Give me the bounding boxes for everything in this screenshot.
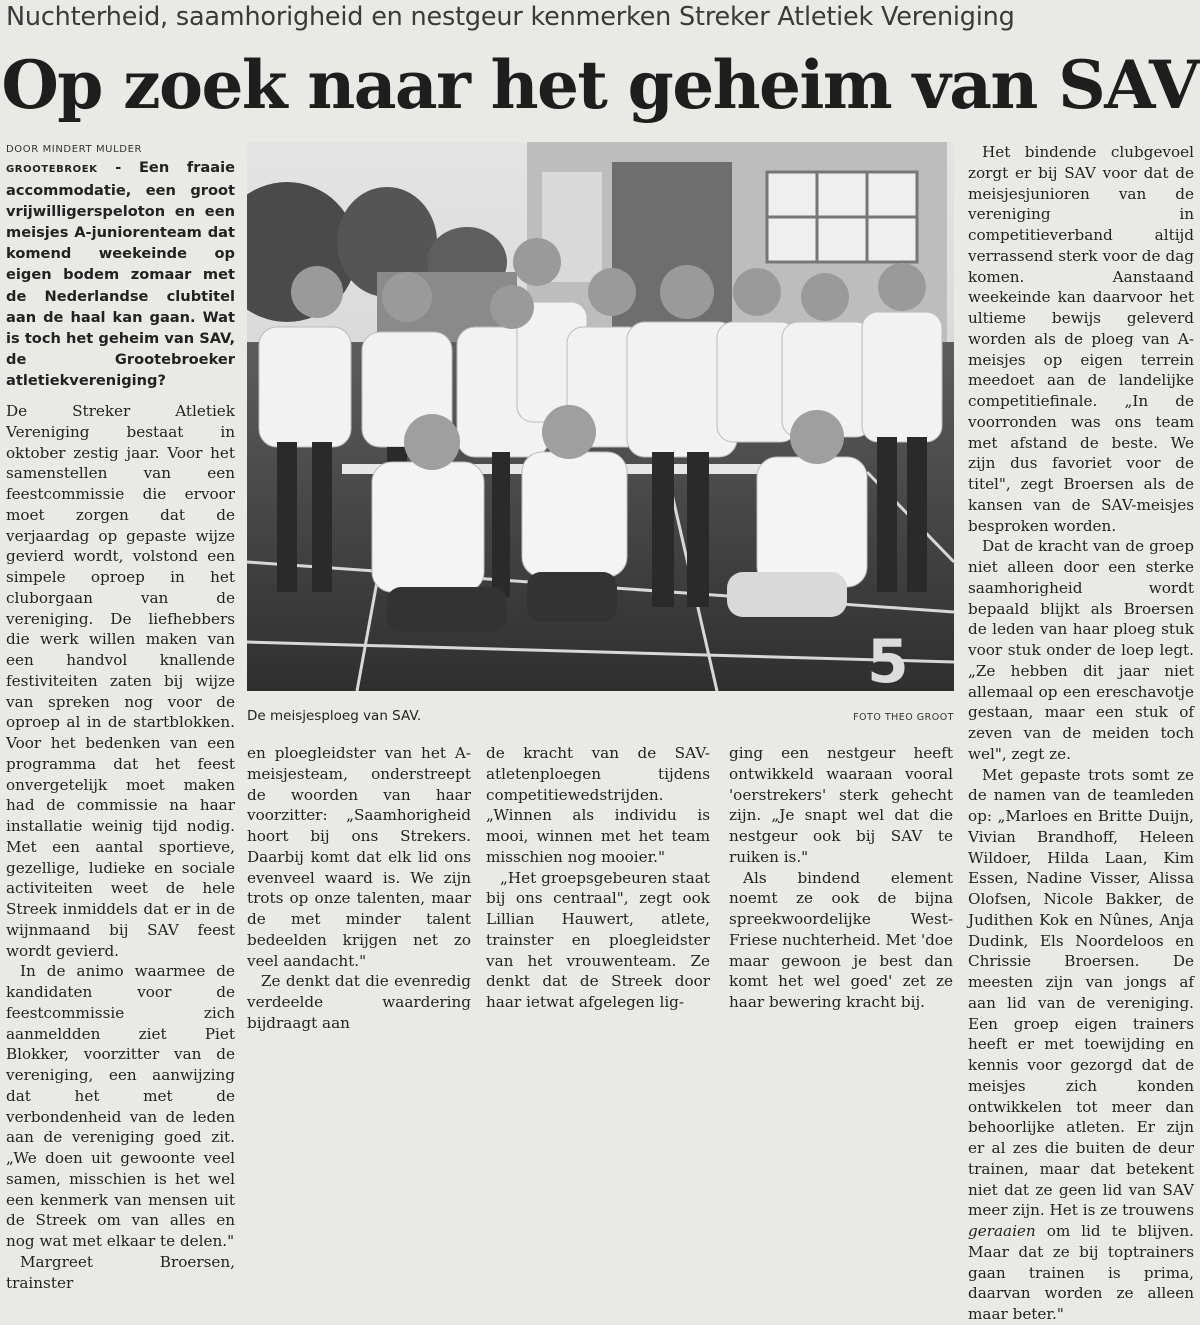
column-3 [486,743,710,1013]
column-4 [729,743,953,1013]
column-1 [6,142,235,1293]
paragraph: Ze denkt dat die evenredig verdeelde waardering bijdraagt aan [247,972,471,1032]
column-2 [247,743,471,1034]
paragraph: In de animo waarmee de kandidaten voor de feestcommissie zich aanmeldden ziet Piet Blokker, voorzitter van de vereniging, een aanwijzing dat het met de verbondenheid van de leden aan de vereniging goed zit. „We doen uit gewoonte veel samen, misschien is het wel een kenmerk van mensen uit de Streek om van alles en nog wat met elkaar te delen." [6,962,235,1251]
svg-text:5: 5 [867,627,909,691]
paragraph-text: om lid te blijven. Maar dat ze bij toptrainers gaan trainen is prima, daarvan worden ze alleen maar beter." [968,1222,1194,1323]
intro-text: Een fraaie accommodatie, een groot vrijwilligerspeloton en een meisjes A-juniorenteam dat komend weekeinde op eigen bodem zomaar met de Nederlandse clubtitel aan de haal kan gaan. Wat is toch het geheim van SAV, de Grootebroeker atletiekvereniging? [6,159,236,389]
paragraph: de kracht van de SAV-atletenploegen tijdens competitiewedstrijden. „Winnen als individu is mooi, winnen met het team misschien nog mooier." [486,744,710,866]
headline: Op zoek naar het geheim van SAV [1,46,1199,124]
emphasis: geraaien [968,1222,1036,1240]
paragraph-text: Met gepaste trots somt ze de namen van de teamleden op: „Marloes en Britte Duijn, Vivian Brandhoff, Heleen Wildoer, Hilda Laan, Kim Essen, Nadine Visser, Alissa Olofsen, Nicole Bakker, de Judithen Kok en Nûnes, Anja Dudink, Els Noordeloos en Chrissie Broersen. De meesten zijn van jongs af aan lid van de vereniging. Een groep eigen trainers heeft er met toewijding en kennis voor gezorgd dat de meisjes zich konden ontwikkelen tot meer dan behoorlijke atleten. Er zijn er al zes die buiten de deur trainen, maar dat betekent niet dat ze geen lid van SAV meer zijn. Het is ze trouwens [968,765,1194,1220]
dateline: GROOTEBROEK [6,164,98,175]
paragraph: en ploegleidster van het A-meisjesteam, onderstreept de woorden van haar voorzitter: „Saamhorigheid hoort bij ons Strekers. Daarbij komt dat elk lid ons evenveel waard is. We zijn trots op onze talenten, maar de met minder talent bedeelden krijgen net zo veel aandacht." [247,744,471,970]
paragraph: De Streker Atletiek Vereniging bestaat in oktober zestig jaar. Voor het samenstellen van een feestcommissie die ervoor moet zorgen dat de verjaardag op gepaste wijze gevierd wordt, volstond een simpele oproep in het cluborgaan van de vereniging. De liefhebbers die werk willen maken van een handvol knallende festiviteiten zaten bij wijze van spreken nog voor de oproep al in de startblokken. Voor het bedenken van een programma dat het feest onvergetelijk moet maken had de commissie na haar installatie weinig tijd nodig. Met een aantal sportieve, gezellige, ludieke en sociale activiteiten weet de hele Streek inmiddels dat er in de wijnmaand bij SAV feest wordt gevierd. [6,402,235,960]
paragraph: Dat de kracht van de groep niet alleen door een sterke saamhorigheid wordt bepaald blijkt als Broersen de leden van haar ploeg stuk voor stuk onder de loep legt. „Ze hebben dit jaar niet allemaal op een ereschavotje gestaan, maar een stuk of zeven van de meiden toch wel", zegt ze. [968,537,1194,763]
photo-credit: FOTO THEO GROOT [853,712,954,723]
intro: GROOTEBROEK - Een fraaie accommodatie, een groot vrijwilligerspeloton en een meisjes A-juniorenteam dat komend weekeinde op eigen bodem zomaar met de Nederlandse clubtitel aan de haal kan gaan. Wat is toch het geheim van SAV, de Grootebroeker atletiekvereniging? [6,159,236,389]
paragraph: Als bindend element noemt ze ook de bijna spreekwoordelijke West-Friese nuchterheid. Met 'doe maar gewoon je best dan komt het wel goed' zet ze haar bewering kracht bij. [729,868,953,1011]
byline: DOOR MINDERT MULDER [6,144,143,155]
photo-caption: De meisjesploeg van SAV. [247,708,422,724]
paragraph: Margreet Broersen, trainster [6,1252,235,1292]
paragraph: Het bindende clubgevoel zorgt er bij SAV voor dat de meisjesjunioren van de vereniging in competitieverband altijd verrassend sterk voor de dag komen. Aanstaand weekeinde kan daarvoor het ultieme bewijs geleverd worden als de ploeg van A-meisjes op eigen terrein meedoet aan de landelijke competitiefinale. „In de voorronden was ons team met afstand de beste. We zijn dus favoriet voor de titel", zegt Broersen als de kansen van de SAV-meisjes besproken worden. [968,143,1194,535]
team-photo-illustration [247,142,954,691]
team-photo [247,142,954,691]
column-5 [968,142,1194,1325]
paragraph [968,765,1194,1325]
kicker: Nuchterheid, saamhorigheid en nestgeur kenmerken Streker Atletiek Vereniging [6,2,1015,32]
paragraph: ging een nestgeur heeft ontwikkeld waaraan vooral 'oerstrekers' sterk gehecht zijn. „Je snapt wel dat die nestgeur ook bij SAV te ruiken is." [729,744,953,866]
paragraph: „Het groepsgebeuren staat bij ons centraal", zegt ook Lillian Hauwert, atlete, trainster en ploegleidster van het vrouwenteam. Ze denkt dat de Streek door haar ietwat afgelegen lig- [486,868,710,1011]
